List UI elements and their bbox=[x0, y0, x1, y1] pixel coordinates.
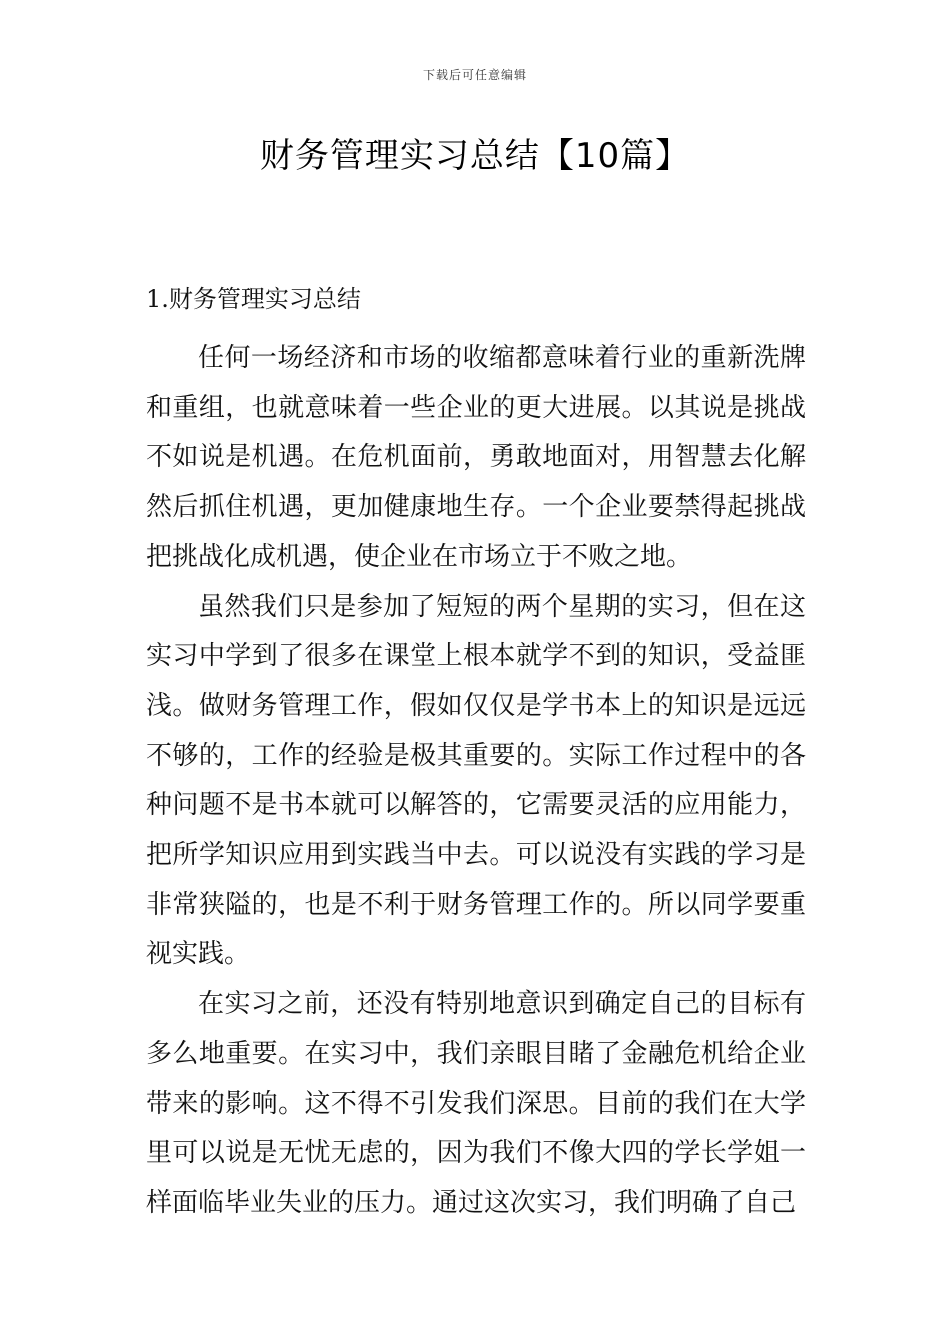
paragraph-2: 虽然我们只是参加了短短的两个星期的实习，但在这实习中学到了很多在课堂上根本就学不到的知识，受益匪浅。做财务管理工作，假如仅仅是学书本上的知识是远远不够的，工作的经验是极其重要的。实际工作过程中的各种问题不是书本就可以解答的，它需要灵活的应用能力，把所学知识应用到实践当中去。可以说没有实践的学习是非常狭隘的，也是不利于财务管理工作的。所以同学要重视实践。 bbox=[146, 591, 806, 970]
header-note: 下载后可任意编辑 bbox=[422, 68, 527, 82]
document-body bbox=[146, 284, 806, 1229]
section-heading: 1.财务管理实习总结 bbox=[146, 285, 361, 313]
document-title: 财务管理实习总结【10篇】 bbox=[259, 136, 691, 176]
paragraph-3: 在实习之前，还没有特别地意识到确定自己的目标有多么地重要。在实习中，我们亲眼目睹了金融危机给企业带来的影响。这不得不引发我们深思。目前的我们在大学里可以说是无忧无虑的，因为我们不像大四的学长学姐一样面临毕业失业的压力。通过这次实习，我们明确了自己 bbox=[146, 989, 806, 1218]
paragraph-1: 任何一场经济和市场的收缩都意味着行业的重新洗牌和重组，也就意味着一些企业的更大进展。以其说是挑战不如说是机遇。在危机面前，勇敢地面对，用智慧去化解然后抓住机遇，更加健康地生存。一个企业要禁得起挑战把挑战化成机遇，使企业在市场立于不败之地。 bbox=[146, 343, 806, 572]
